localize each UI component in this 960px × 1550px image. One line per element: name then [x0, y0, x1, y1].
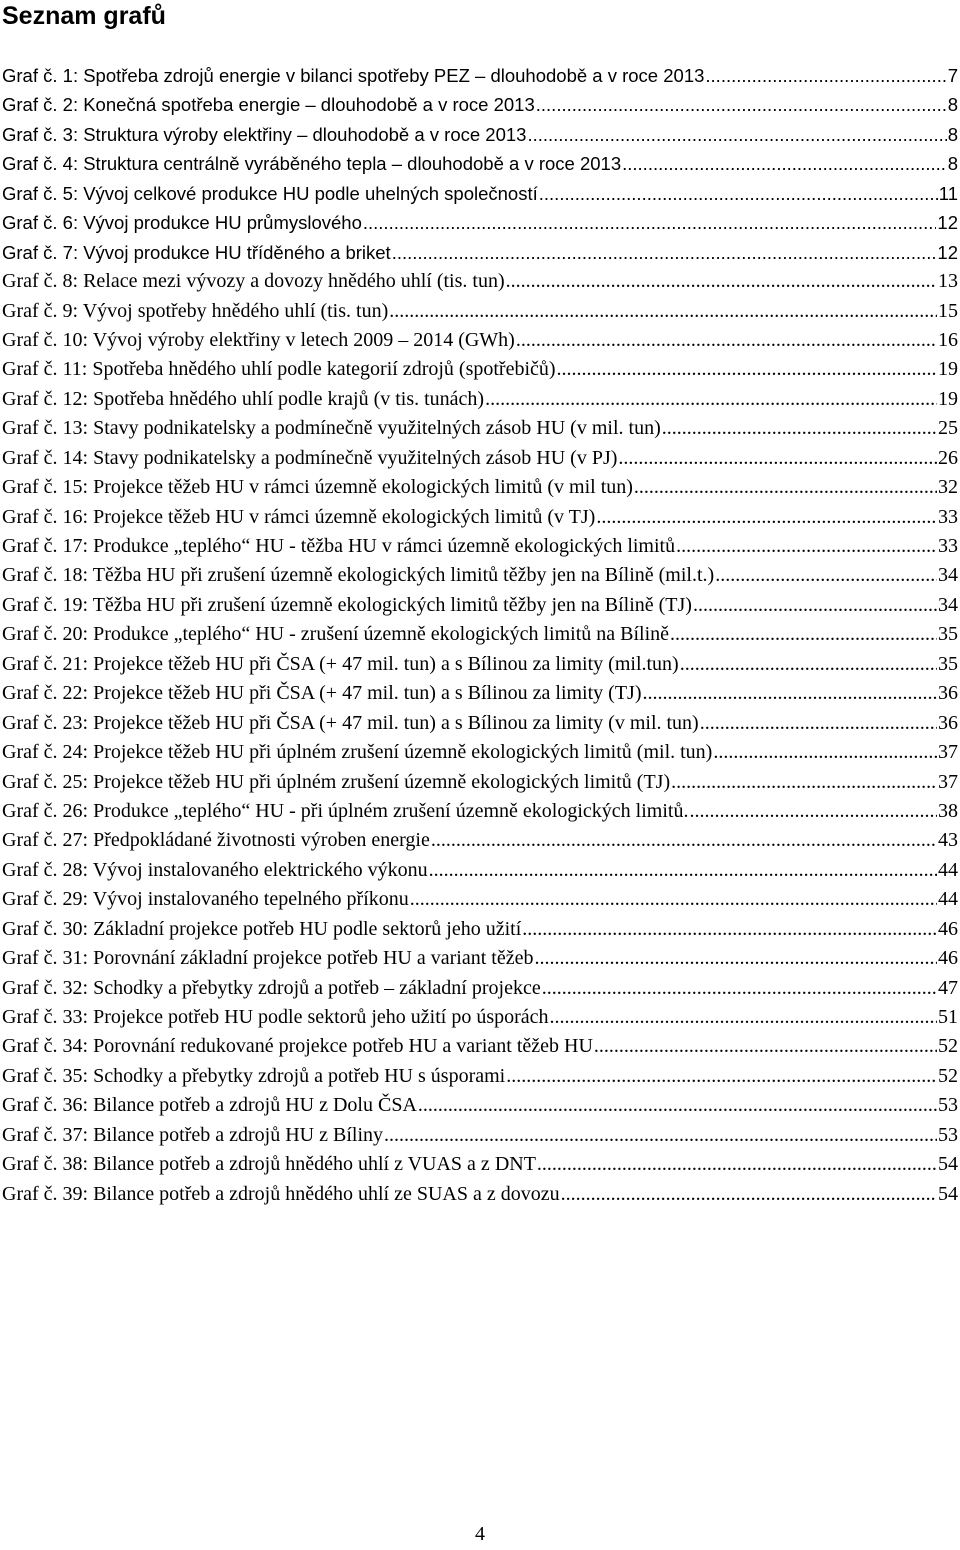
toc-entry-page: 43 [938, 829, 958, 852]
table-of-figures [2, 61, 958, 1209]
toc-entry-label: Graf č. 22: Projekce těžeb HU při ČSA (+ 47 mil. tun) a s Bílinou za limity (TJ) [2, 682, 642, 705]
toc-entry-page: 35 [938, 623, 958, 646]
toc-entry-label: Graf č. 26: Produkce „teplého“ HU - při úplném zrušení územně ekologických limitů. [2, 799, 689, 822]
toc-dot-leader [643, 679, 938, 708]
toc-entry[interactable] [2, 591, 958, 620]
toc-entry[interactable] [2, 267, 958, 296]
toc-entry-label: Graf č. 29: Vývoj instalovaného tepelného příkonu [2, 888, 409, 911]
toc-dot-leader [384, 1121, 937, 1150]
toc-dot-leader [527, 120, 946, 149]
toc-dot-leader [363, 208, 937, 237]
toc-entry-page: 37 [938, 741, 958, 764]
toc-entry-page: 8 [947, 153, 958, 175]
toc-entry-page: 33 [938, 535, 958, 557]
toc-dot-leader [506, 267, 937, 296]
toc-dot-leader [534, 944, 937, 973]
toc-entry-label: Graf č. 6: Vývoj produkce HU průmyslového [2, 212, 362, 234]
toc-dot-leader [676, 532, 937, 561]
toc-entry-label: Graf č. 15: Projekce těžeb HU v rámci územně ekologických limitů (v mil tun) [2, 476, 633, 499]
toc-dot-leader [713, 738, 937, 767]
toc-entry-page: 19 [938, 358, 958, 381]
toc-entry-page: 37 [938, 770, 958, 793]
toc-entry[interactable] [2, 1003, 958, 1032]
toc-entry-label: Graf č. 4: Struktura centrálně vyráběného tepla – dlouhodobě a v roce 2013 [2, 153, 622, 175]
toc-entry[interactable] [2, 885, 958, 914]
toc-entry-page: 44 [938, 888, 958, 911]
toc-dot-leader [693, 591, 937, 620]
toc-entry-page: 7 [947, 65, 958, 86]
toc-entry-page: 53 [938, 1094, 958, 1117]
toc-dot-leader [618, 444, 937, 473]
toc-entry-label: Graf č. 5: Vývoj celkové produkce HU podle uhelných společností [2, 182, 538, 204]
toc-entry-label: Graf č. 35: Schodky a přebytky zdrojů a potřeb HU s úsporami [2, 1064, 506, 1087]
toc-dot-leader [561, 1180, 937, 1209]
toc-entry-page: 54 [938, 1153, 958, 1176]
toc-dot-leader [700, 709, 937, 738]
toc-entry-label: Graf č. 39: Bilance potřeb a zdrojů hnědého uhlí ze SUAS a z dovozu [2, 1182, 560, 1205]
toc-dot-leader [680, 650, 937, 679]
toc-dot-leader [715, 561, 937, 590]
toc-entry[interactable] [2, 385, 958, 414]
toc-entry-label: Graf č. 28: Vývoj instalovaného elektrického výkonu [2, 858, 428, 881]
toc-entry-label: Graf č. 31: Porovnání základní projekce potřeb HU a variant těžeb [2, 947, 534, 970]
toc-dot-leader [662, 414, 937, 443]
toc-entry-label: Graf č. 24: Projekce těžeb HU při úplném zrušení územně ekologických limitů (mil. tun) [2, 741, 713, 764]
toc-entry[interactable] [2, 797, 958, 826]
toc-entry-page: 32 [938, 476, 958, 499]
toc-dot-leader [537, 1150, 937, 1179]
toc-entry-page: 26 [938, 446, 958, 469]
toc-entry-page: 54 [938, 1182, 958, 1205]
toc-dot-leader [670, 620, 937, 649]
toc-entry[interactable] [2, 915, 958, 944]
toc-entry-label: Graf č. 37: Bilance potřeb a zdrojů HU z Bíliny [2, 1123, 383, 1146]
toc-dot-leader [557, 355, 937, 384]
toc-entry-page: 46 [938, 917, 958, 940]
toc-dot-leader [392, 238, 937, 267]
toc-entry-label: Graf č. 36: Bilance potřeb a zdrojů HU z Dolu ČSA [2, 1094, 417, 1117]
toc-dot-leader [596, 503, 937, 532]
toc-entry[interactable] [2, 414, 958, 443]
toc-entry-page: 8 [947, 94, 958, 116]
toc-entry-page: 15 [938, 299, 958, 322]
toc-entry-label: Graf č. 8: Relace mezi vývozy a dovozy hnědého uhlí (tis. tun) [2, 270, 505, 293]
toc-entry[interactable] [2, 1121, 958, 1150]
toc-entry-page: 16 [938, 328, 958, 351]
toc-dot-leader [671, 768, 937, 797]
toc-entry[interactable] [2, 620, 958, 649]
toc-entry[interactable] [2, 944, 958, 973]
toc-entry-label: Graf č. 11: Spotřeba hnědého uhlí podle kategorií zdrojů (spotřebičů) [2, 358, 556, 381]
toc-entry[interactable] [2, 1062, 958, 1091]
toc-entry-page: 38 [938, 799, 958, 822]
toc-entry[interactable] [2, 355, 958, 384]
toc-entry[interactable] [2, 1091, 958, 1120]
toc-entry[interactable] [2, 61, 958, 90]
toc-entry-label: Graf č. 18: Těžba HU při zrušení územně ekologických limitů těžby jen na Bílině (mil.t.) [2, 564, 715, 587]
toc-entry-label: Graf č. 27: Předpokládané životnosti výroben energie [2, 829, 430, 852]
toc-entry-page: 12 [937, 212, 958, 234]
toc-entry[interactable] [2, 532, 958, 561]
toc-entry[interactable] [2, 90, 958, 119]
toc-dot-leader [506, 1062, 937, 1091]
toc-dot-leader [705, 61, 946, 90]
toc-entry-label: Graf č. 38: Bilance potřeb a zdrojů hnědého uhlí z VUAS a z DNT [2, 1153, 536, 1176]
toc-entry-label: Graf č. 25: Projekce těžeb HU při úplném zrušení územně ekologických limitů (TJ) [2, 770, 671, 793]
toc-entry-label: Graf č. 9: Vývoj spotřeby hnědého uhlí (tis. tun) [2, 299, 389, 322]
toc-entry-page: 53 [938, 1123, 958, 1146]
toc-entry-label: Graf č. 10: Vývoj výroby elektřiny v letech 2009 – 2014 (GWh) [2, 328, 515, 351]
toc-entry[interactable] [2, 1150, 958, 1179]
toc-entry-page: 46 [938, 947, 958, 970]
toc-entry-page: 36 [938, 682, 958, 705]
toc-entry[interactable] [2, 444, 958, 473]
toc-entry-label: Graf č. 23: Projekce těžeb HU při ČSA (+ 47 mil. tun) a s Bílinou za limity (v mil. tun) [2, 711, 699, 734]
toc-dot-leader [516, 326, 937, 355]
toc-entry[interactable] [2, 856, 958, 885]
toc-entry[interactable] [2, 238, 958, 267]
toc-entry-label: Graf č. 14: Stavy podnikatelsky a podmínečně využitelných zásob HU (v PJ) [2, 446, 618, 469]
toc-entry-label: Graf č. 20: Produkce „teplého“ HU - zrušení územně ekologických limitů na Bílině [2, 623, 670, 646]
toc-entry[interactable] [2, 826, 958, 855]
toc-entry-page: 33 [938, 505, 958, 528]
page-title: Seznam grafů [2, 2, 166, 30]
toc-entry-label: Graf č. 3: Struktura výroby elektřiny – dlouhodobě a v roce 2013 [2, 123, 527, 145]
toc-dot-leader [622, 149, 947, 178]
toc-dot-leader [429, 856, 937, 885]
toc-entry[interactable] [2, 650, 958, 679]
toc-entry-label: Graf č. 12: Spotřeba hnědého uhlí podle krajů (v tis. tunách) [2, 387, 485, 410]
toc-entry-page: 51 [938, 1006, 958, 1028]
toc-dot-leader [542, 974, 937, 1003]
toc-entry[interactable] [2, 974, 958, 1003]
toc-entry[interactable] [2, 297, 958, 326]
toc-dot-leader [634, 473, 937, 502]
toc-entry[interactable] [2, 679, 958, 708]
toc-entry[interactable] [2, 1032, 958, 1061]
toc-entry-page: 44 [938, 858, 958, 881]
toc-dot-leader [389, 297, 937, 326]
toc-entry-page: 47 [938, 976, 958, 999]
toc-entry-page: 12 [937, 241, 958, 263]
toc-entry-label: Graf č. 21: Projekce těžeb HU při ČSA (+ 47 mil. tun) a s Bílinou za limity (mil.tun) [2, 652, 679, 675]
toc-entry[interactable] [2, 473, 958, 502]
toc-entry-page: 25 [938, 417, 958, 440]
toc-entry-page: 36 [938, 711, 958, 734]
toc-entry[interactable] [2, 1180, 958, 1209]
toc-entry-page: 35 [938, 652, 958, 675]
toc-entry-label: Graf č. 13: Stavy podnikatelsky a podmínečně využitelných zásob HU (v mil. tun) [2, 417, 661, 440]
toc-entry[interactable] [2, 208, 958, 237]
toc-entry-label: Graf č. 16: Projekce těžeb HU v rámci územně ekologických limitů (v TJ) [2, 505, 596, 528]
toc-entry-page: 34 [938, 593, 958, 616]
toc-entry[interactable] [2, 709, 958, 738]
toc-dot-leader [418, 1091, 937, 1120]
toc-entry[interactable] [2, 561, 958, 590]
toc-entry-page: 34 [938, 564, 958, 587]
toc-entry-page: 11 [938, 182, 958, 204]
page-number: 4 [475, 1523, 485, 1545]
toc-entry-page: 19 [938, 387, 958, 410]
toc-entry[interactable] [2, 149, 958, 178]
toc-entry[interactable] [2, 179, 958, 208]
toc-dot-leader [410, 885, 937, 914]
toc-entry-label: Graf č. 19: Těžba HU při zrušení územně ekologických limitů těžby jen na Bílině (TJ) [2, 593, 692, 616]
toc-dot-leader [550, 1003, 937, 1032]
toc-entry-page: 8 [947, 123, 958, 145]
toc-dot-leader [522, 915, 937, 944]
toc-entry-label: Graf č. 32: Schodky a přebytky zdrojů a potřeb – základní projekce [2, 976, 541, 999]
toc-dot-leader [689, 797, 937, 826]
toc-dot-leader [539, 179, 938, 208]
toc-dot-leader [594, 1032, 937, 1061]
toc-entry-label: Graf č. 34: Porovnání redukované projekce potřeb HU a variant těžeb HU [2, 1035, 593, 1058]
toc-entry[interactable] [2, 326, 958, 355]
toc-entry[interactable] [2, 738, 958, 767]
toc-entry-label: Graf č. 33: Projekce potřeb HU podle sektorů jeho užití po úsporách [2, 1006, 549, 1028]
toc-entry-page: 52 [938, 1064, 958, 1087]
toc-entry-label: Graf č. 30: Základní projekce potřeb HU podle sektorů jeho užití [2, 917, 522, 940]
toc-entry[interactable] [2, 768, 958, 797]
toc-entry[interactable] [2, 503, 958, 532]
toc-entry-label: Graf č. 7: Vývoj produkce HU tříděného a briket [2, 241, 391, 263]
toc-entry-page: 52 [938, 1035, 958, 1058]
toc-dot-leader [431, 826, 937, 855]
toc-dot-leader [485, 385, 937, 414]
toc-entry-label: Graf č. 2: Konečná spotřeba energie – dlouhodobě a v roce 2013 [2, 94, 535, 116]
toc-dot-leader [536, 90, 947, 119]
toc-entry-label: Graf č. 1: Spotřeba zdrojů energie v bilanci spotřeby PEZ – dlouhodobě a v roce 2013 [2, 65, 705, 86]
toc-entry[interactable] [2, 120, 958, 149]
toc-entry-label: Graf č. 17: Produkce „teplého“ HU - těžba HU v rámci územně ekologických limitů [2, 535, 676, 557]
toc-entry-page: 13 [938, 270, 958, 293]
